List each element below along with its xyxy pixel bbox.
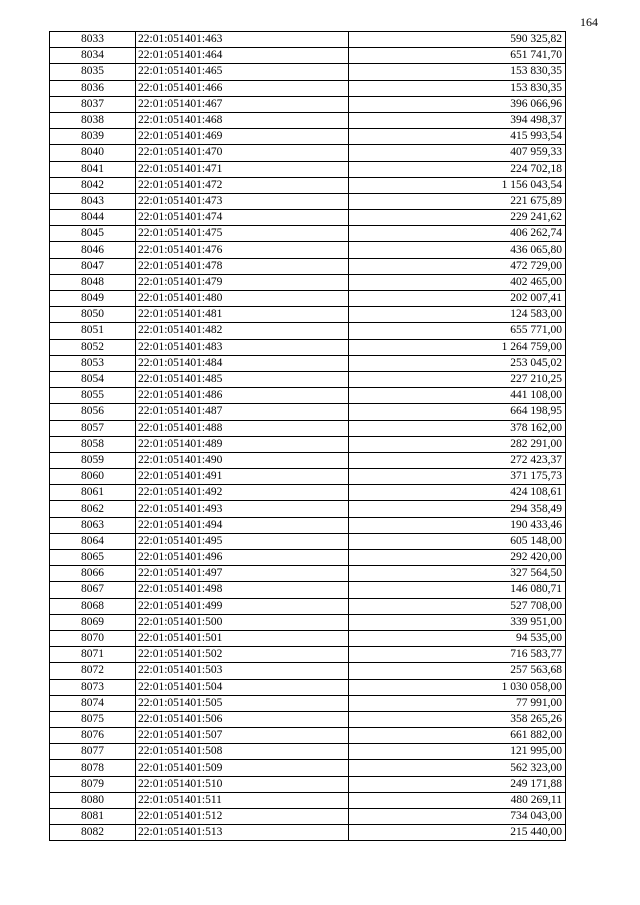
- cadastral-value-cell: 190 433,46: [349, 517, 566, 533]
- cadastral-value-cell: 424 108,61: [349, 485, 566, 501]
- row-number-cell: 8066: [50, 566, 136, 582]
- row-number-cell: 8059: [50, 452, 136, 468]
- table-row: [50, 177, 566, 193]
- row-number-cell: 8075: [50, 711, 136, 727]
- cadastral-number-cell: 22:01:051401:493: [136, 501, 349, 517]
- row-number-cell: 8041: [50, 161, 136, 177]
- cadastral-number-cell: 22:01:051401:484: [136, 355, 349, 371]
- table-row: [50, 226, 566, 242]
- cadastral-number-cell: 22:01:051401:468: [136, 112, 349, 128]
- cadastral-value-cell: 480 269,11: [349, 792, 566, 808]
- row-number-cell: 8073: [50, 679, 136, 695]
- cadastral-number-cell: 22:01:051401:509: [136, 760, 349, 776]
- table-row: [50, 614, 566, 630]
- row-number-cell: 8071: [50, 647, 136, 663]
- table-row: [50, 436, 566, 452]
- table-row: [50, 598, 566, 614]
- table-row: [50, 647, 566, 663]
- row-number-cell: 8053: [50, 355, 136, 371]
- row-number-cell: 8036: [50, 80, 136, 96]
- cadastral-number-cell: 22:01:051401:465: [136, 64, 349, 80]
- cadastral-value-cell: 77 991,00: [349, 695, 566, 711]
- row-number-cell: 8043: [50, 193, 136, 209]
- table-row: [50, 96, 566, 112]
- table-row: [50, 355, 566, 371]
- cadastral-number-cell: 22:01:051401:482: [136, 323, 349, 339]
- row-number-cell: 8058: [50, 436, 136, 452]
- table-row: [50, 80, 566, 96]
- table-row: [50, 469, 566, 485]
- cadastral-number-cell: 22:01:051401:498: [136, 582, 349, 598]
- row-number-cell: 8067: [50, 582, 136, 598]
- cadastral-number-cell: 22:01:051401:471: [136, 161, 349, 177]
- cadastral-value-cell: 249 171,88: [349, 776, 566, 792]
- table-row: [50, 533, 566, 549]
- table-row: [50, 517, 566, 533]
- cadastral-number-cell: 22:01:051401:510: [136, 776, 349, 792]
- cadastral-value-cell: 655 771,00: [349, 323, 566, 339]
- table-row: [50, 744, 566, 760]
- cadastral-value-cell: 527 708,00: [349, 598, 566, 614]
- cadastral-number-cell: 22:01:051401:485: [136, 371, 349, 387]
- row-number-cell: 8077: [50, 744, 136, 760]
- table-row: [50, 339, 566, 355]
- row-number-cell: 8048: [50, 274, 136, 290]
- cadastral-number-cell: 22:01:051401:467: [136, 96, 349, 112]
- cadastral-value-cell: 253 045,02: [349, 355, 566, 371]
- table-row: [50, 274, 566, 290]
- cadastral-number-cell: 22:01:051401:503: [136, 663, 349, 679]
- cadastral-value-cell: 661 882,00: [349, 728, 566, 744]
- cadastral-number-cell: 22:01:051401:466: [136, 80, 349, 96]
- table-row: [50, 145, 566, 161]
- row-number-cell: 8049: [50, 291, 136, 307]
- row-number-cell: 8062: [50, 501, 136, 517]
- cadastral-number-cell: 22:01:051401:502: [136, 647, 349, 663]
- cadastral-number-cell: 22:01:051401:511: [136, 792, 349, 808]
- row-number-cell: 8069: [50, 614, 136, 630]
- cadastral-value-cell: 396 066,96: [349, 96, 566, 112]
- cadastral-number-cell: 22:01:051401:490: [136, 452, 349, 468]
- cadastral-number-cell: 22:01:051401:474: [136, 210, 349, 226]
- cadastral-number-cell: 22:01:051401:504: [136, 679, 349, 695]
- cadastral-value-cell: 562 323,00: [349, 760, 566, 776]
- table-row: [50, 371, 566, 387]
- cadastral-value-cell: 282 291,00: [349, 436, 566, 452]
- cadastral-value-cell: 339 951,00: [349, 614, 566, 630]
- cadastral-value-cell: 294 358,49: [349, 501, 566, 517]
- row-number-cell: 8064: [50, 533, 136, 549]
- table-row: [50, 210, 566, 226]
- cadastral-number-cell: 22:01:051401:513: [136, 825, 349, 841]
- cadastral-value-cell: 153 830,35: [349, 64, 566, 80]
- row-number-cell: 8040: [50, 145, 136, 161]
- cadastral-value-cell: 441 108,00: [349, 388, 566, 404]
- cadastral-value-cell: 605 148,00: [349, 533, 566, 549]
- row-number-cell: 8042: [50, 177, 136, 193]
- cadastral-value-cell: 153 830,35: [349, 80, 566, 96]
- cadastral-value-cell: 406 262,74: [349, 226, 566, 242]
- cadastral-number-cell: 22:01:051401:492: [136, 485, 349, 501]
- row-number-cell: 8080: [50, 792, 136, 808]
- cadastral-number-cell: 22:01:051401:508: [136, 744, 349, 760]
- table-row: [50, 550, 566, 566]
- cadastral-value-cell: 121 995,00: [349, 744, 566, 760]
- table-row: [50, 760, 566, 776]
- cadastral-value-cell: 224 702,18: [349, 161, 566, 177]
- table-row: [50, 48, 566, 64]
- table-row: [50, 64, 566, 80]
- cadastral-value-cell: 402 465,00: [349, 274, 566, 290]
- cadastral-number-cell: 22:01:051401:480: [136, 291, 349, 307]
- row-number-cell: 8044: [50, 210, 136, 226]
- cadastral-number-cell: 22:01:051401:476: [136, 242, 349, 258]
- cadastral-number-cell: 22:01:051401:487: [136, 404, 349, 420]
- row-number-cell: 8076: [50, 728, 136, 744]
- cadastral-number-cell: 22:01:051401:489: [136, 436, 349, 452]
- cadastral-number-cell: 22:01:051401:491: [136, 469, 349, 485]
- row-number-cell: 8038: [50, 112, 136, 128]
- row-number-cell: 8081: [50, 809, 136, 825]
- cadastral-number-cell: 22:01:051401:505: [136, 695, 349, 711]
- row-number-cell: 8037: [50, 96, 136, 112]
- table-row: [50, 825, 566, 841]
- cadastral-number-cell: 22:01:051401:497: [136, 566, 349, 582]
- cadastral-value-cell: 292 420,00: [349, 550, 566, 566]
- cadastral-value-cell: 358 265,26: [349, 711, 566, 727]
- cadastral-number-cell: 22:01:051401:478: [136, 258, 349, 274]
- cadastral-value-cell: 716 583,77: [349, 647, 566, 663]
- cadastral-number-cell: 22:01:051401:473: [136, 193, 349, 209]
- table-row: [50, 388, 566, 404]
- table-row: [50, 809, 566, 825]
- row-number-cell: 8035: [50, 64, 136, 80]
- cadastral-number-cell: 22:01:051401:499: [136, 598, 349, 614]
- table-row: [50, 161, 566, 177]
- row-number-cell: 8047: [50, 258, 136, 274]
- table-row: [50, 420, 566, 436]
- cadastral-number-cell: 22:01:051401:486: [136, 388, 349, 404]
- cadastral-value-cell: 94 535,00: [349, 630, 566, 646]
- table-row: [50, 728, 566, 744]
- row-number-cell: 8051: [50, 323, 136, 339]
- row-number-cell: 8033: [50, 32, 136, 48]
- row-number-cell: 8060: [50, 469, 136, 485]
- table-row: [50, 679, 566, 695]
- table-row: [50, 776, 566, 792]
- cadastral-number-cell: 22:01:051401:479: [136, 274, 349, 290]
- table-row: [50, 242, 566, 258]
- cadastral-number-cell: 22:01:051401:464: [136, 48, 349, 64]
- table-row: [50, 129, 566, 145]
- row-number-cell: 8072: [50, 663, 136, 679]
- cadastral-value-cell: 1 264 759,00: [349, 339, 566, 355]
- cadastral-value-cell: 664 198,95: [349, 404, 566, 420]
- cadastral-number-cell: 22:01:051401:496: [136, 550, 349, 566]
- table-row: [50, 695, 566, 711]
- cadastral-number-cell: 22:01:051401:512: [136, 809, 349, 825]
- cadastral-value-cell: 1 030 058,00: [349, 679, 566, 695]
- row-number-cell: 8034: [50, 48, 136, 64]
- cadastral-value-cell: 202 007,41: [349, 291, 566, 307]
- cadastral-value-cell: 415 993,54: [349, 129, 566, 145]
- row-number-cell: 8061: [50, 485, 136, 501]
- table-row: [50, 32, 566, 48]
- cadastral-value-cell: 590 325,82: [349, 32, 566, 48]
- table-row: [50, 485, 566, 501]
- cadastral-number-cell: 22:01:051401:507: [136, 728, 349, 744]
- row-number-cell: 8039: [50, 129, 136, 145]
- cadastral-number-cell: 22:01:051401:472: [136, 177, 349, 193]
- row-number-cell: 8057: [50, 420, 136, 436]
- table-row: [50, 323, 566, 339]
- row-number-cell: 8052: [50, 339, 136, 355]
- table-row: [50, 663, 566, 679]
- cadastral-value-cell: 734 043,00: [349, 809, 566, 825]
- cadastral-number-cell: 22:01:051401:488: [136, 420, 349, 436]
- cadastral-value-cell: 327 564,50: [349, 566, 566, 582]
- table-row: [50, 291, 566, 307]
- cadastral-value-cell: 394 498,37: [349, 112, 566, 128]
- cadastral-value-cell: 651 741,70: [349, 48, 566, 64]
- cadastral-value-cell: 146 080,71: [349, 582, 566, 598]
- cadastral-number-cell: 22:01:051401:483: [136, 339, 349, 355]
- cadastral-number-cell: 22:01:051401:494: [136, 517, 349, 533]
- table-row: [50, 566, 566, 582]
- cadastral-number-cell: 22:01:051401:501: [136, 630, 349, 646]
- cadastral-value-cell: 378 162,00: [349, 420, 566, 436]
- cadastral-number-cell: 22:01:051401:463: [136, 32, 349, 48]
- cadastral-number-cell: 22:01:051401:481: [136, 307, 349, 323]
- cadastral-number-cell: 22:01:051401:475: [136, 226, 349, 242]
- cadastral-value-cell: 436 065,80: [349, 242, 566, 258]
- table-row: [50, 792, 566, 808]
- table-row: [50, 452, 566, 468]
- cadastral-number-cell: 22:01:051401:470: [136, 145, 349, 161]
- row-number-cell: 8056: [50, 404, 136, 420]
- cadastral-value-cell: 215 440,00: [349, 825, 566, 841]
- table-row: [50, 112, 566, 128]
- cadastral-value-cell: 1 156 043,54: [349, 177, 566, 193]
- cadastral-value-cell: 229 241,62: [349, 210, 566, 226]
- table-row: [50, 404, 566, 420]
- row-number-cell: 8063: [50, 517, 136, 533]
- cadastral-number-cell: 22:01:051401:506: [136, 711, 349, 727]
- row-number-cell: 8078: [50, 760, 136, 776]
- cadastral-value-cell: 272 423,37: [349, 452, 566, 468]
- row-number-cell: 8054: [50, 371, 136, 387]
- cadastral-number-cell: 22:01:051401:469: [136, 129, 349, 145]
- row-number-cell: 8050: [50, 307, 136, 323]
- row-number-cell: 8079: [50, 776, 136, 792]
- table-row: [50, 258, 566, 274]
- cadastral-value-cell: 472 729,00: [349, 258, 566, 274]
- row-number-cell: 8065: [50, 550, 136, 566]
- row-number-cell: 8046: [50, 242, 136, 258]
- cadastral-value-cell: 371 175,73: [349, 469, 566, 485]
- table-row: [50, 711, 566, 727]
- cadastral-value-cell: 257 563,68: [349, 663, 566, 679]
- cadastral-value-cell: 124 583,00: [349, 307, 566, 323]
- table-body: [50, 32, 566, 841]
- table-row: [50, 307, 566, 323]
- page-number: 164: [580, 15, 598, 29]
- cadastral-value-table: [49, 31, 566, 841]
- row-number-cell: 8074: [50, 695, 136, 711]
- cadastral-value-cell: 407 959,33: [349, 145, 566, 161]
- row-number-cell: 8070: [50, 630, 136, 646]
- table-row: [50, 501, 566, 517]
- row-number-cell: 8068: [50, 598, 136, 614]
- row-number-cell: 8082: [50, 825, 136, 841]
- table-row: [50, 193, 566, 209]
- cadastral-value-cell: 227 210,25: [349, 371, 566, 387]
- cadastral-value-cell: 221 675,89: [349, 193, 566, 209]
- row-number-cell: 8055: [50, 388, 136, 404]
- table-row: [50, 630, 566, 646]
- cadastral-number-cell: 22:01:051401:500: [136, 614, 349, 630]
- cadastral-number-cell: 22:01:051401:495: [136, 533, 349, 549]
- row-number-cell: 8045: [50, 226, 136, 242]
- table-row: [50, 582, 566, 598]
